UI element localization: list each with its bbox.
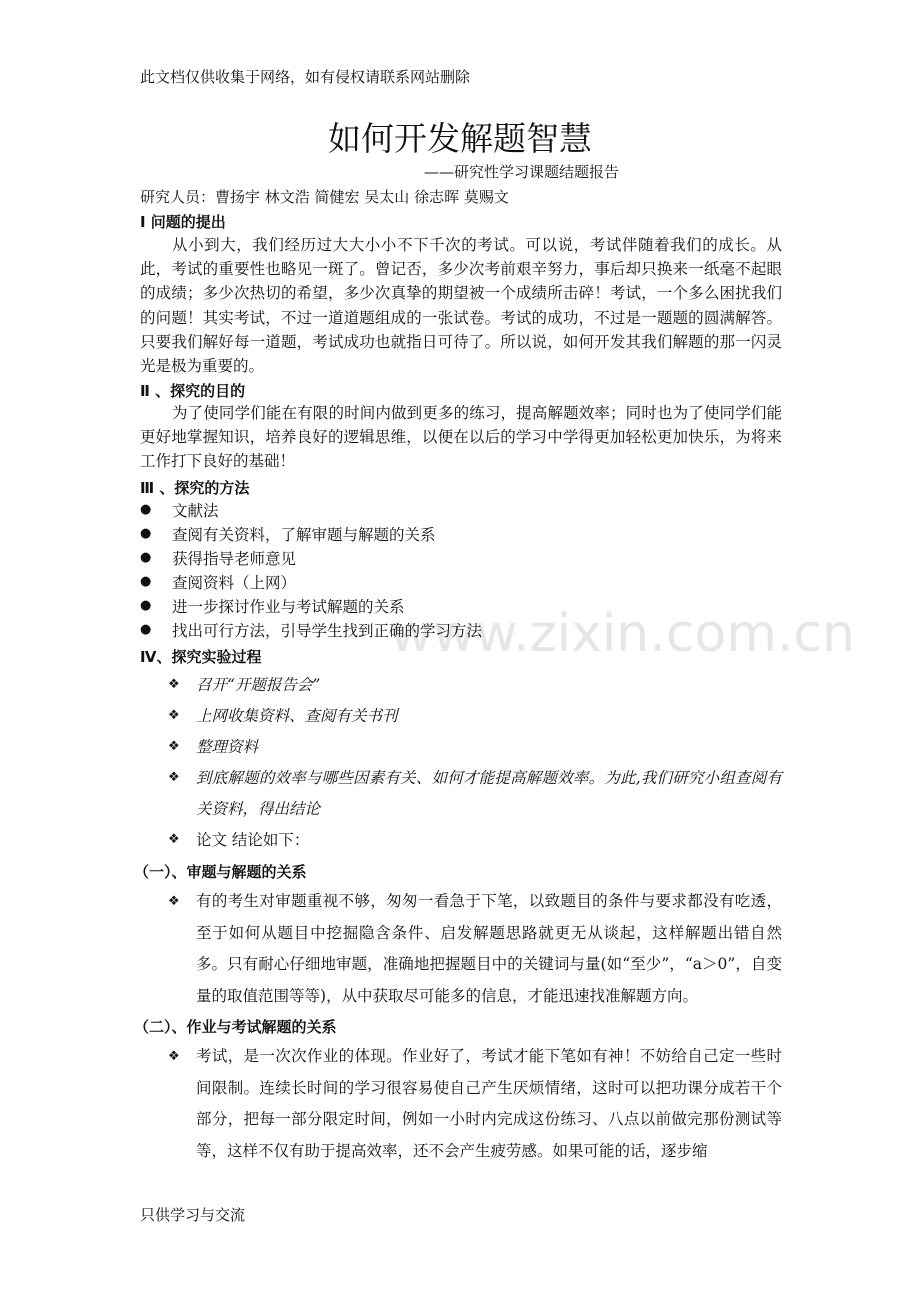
document-title: 如何开发解题智慧 <box>328 119 592 158</box>
part1-body: 有的考生对审题重视不够，匆匆一看急于下笔，以致题目的条件与要求都没有吃透，至于如何从题目中挖掘隐含条件、启发解题思路就更无从谈起，这样解题出错自然多。只有耐心仔细地审题，准确地把握题目中的关键词与量(如“至少”，“a＞0”，自变量的取值范围等等)，从中获取尽可能多的信息，才能迅速找准解题方向。 <box>196 892 782 1005</box>
process-item: 到底解题的效率与哪些因素有关、如何才能提高解题效率。为此,我们研究小组查阅有关资料，得出结论 <box>196 769 782 818</box>
section2-body: 为了使同学们能在有限的时间内做到更多的练习，提高解题效率；同时也为了使同学们能更好地掌握知识，培养良好的逻辑思维，以便在以后的学习中学得更加轻松更加快乐，为将来工作打下良好的基础！ <box>140 404 782 471</box>
section1-body: 从小到大，我们经历过大大小小不下千次的考试。可以说，考试伴随着我们的成长。从此，考试的重要性也略见一斑了。曾记否，多少次考前艰辛努力，事后却只换来一纸毫不起眼的成绩；多少次热切的希望，多少次真挚的期望被一个成绩所击碎！考试，一个多么困扰我们的问题！其实考试，不过一道道题组成的一张试卷。考试的成功，不过是一题题的圆满解答。只要我们解好每一道题，考试成功也就指日可待了。所以说，如何开发其我们解题的那一闪灵光是极为重要的。 <box>140 236 782 376</box>
document-subtitle: ——研究性学习课题结题报告 <box>424 163 620 181</box>
part1-heading: （一）、审题与解题的关系 <box>134 863 307 881</box>
section2-heading: Ⅱ 、探究的目的 <box>140 382 246 400</box>
watermark: www.zixin.com.cn <box>390 604 855 664</box>
diamond-bullet-icon: ❖ <box>168 708 180 723</box>
bullet-icon: ● <box>140 550 152 565</box>
method-item: 找出可行方法，引导学生找到正确的学习方法 <box>172 622 483 640</box>
diamond-bullet-icon: ❖ <box>168 894 180 909</box>
diamond-bullet-icon: ❖ <box>168 739 180 754</box>
diamond-bullet-icon: ❖ <box>168 677 180 692</box>
page-footer: 只供学习与交流 <box>140 1206 246 1224</box>
bullet-icon: ● <box>140 598 152 613</box>
authors-line: 研究人员：曹扬宇 林文浩 简健宏 吴太山 徐志晖 莫赐文 <box>140 188 509 206</box>
method-item: 进一步探讨作业与考试解题的关系 <box>172 598 405 616</box>
bullet-icon: ● <box>140 622 152 637</box>
bullet-icon: ● <box>140 502 152 517</box>
method-item: 查阅资料（上网） <box>172 574 297 592</box>
method-item: 文献法 <box>172 502 219 520</box>
bullet-icon: ● <box>140 526 152 541</box>
process-item: 论文 结论如下： <box>196 831 310 849</box>
page-header: 此文档仅供收集于网络，如有侵权请联系网站删除 <box>140 68 471 86</box>
section3-heading: Ⅲ 、探究的方法 <box>140 479 250 497</box>
method-item: 获得指导老师意见 <box>172 550 297 568</box>
part2-body: 考试，是一次次作业的体现。作业好了，考试才能下笔如有神！不妨给自己定一些时间限制。连续长时间的学习很容易使自己产生厌烦情绪，这时可以把功课分成若干个部分，把每一部分限定时间，例如一小时内完成这份练习、八点以前做完那份测试等等，这样不仅有助于提高效率，还不会产生疲劳感。如果可能的话，逐步缩 <box>196 1047 782 1160</box>
section4-heading: Ⅳ、探究实验过程 <box>140 648 262 666</box>
bullet-icon: ● <box>140 574 152 589</box>
process-item: 上网收集资料、查阅有关书刊 <box>196 707 398 725</box>
process-item: 召开“开题报告会” <box>196 676 321 694</box>
process-item: 整理资料 <box>196 738 259 756</box>
method-item: 查阅有关资料，了解审题与解题的关系 <box>172 526 436 544</box>
part2-heading: （二）、作业与考试解题的关系 <box>134 1018 337 1036</box>
diamond-bullet-icon: ❖ <box>168 1049 180 1064</box>
section1-heading: Ⅰ 问题的提出 <box>140 213 226 231</box>
diamond-bullet-icon: ❖ <box>168 832 180 847</box>
diamond-bullet-icon: ❖ <box>168 770 180 785</box>
